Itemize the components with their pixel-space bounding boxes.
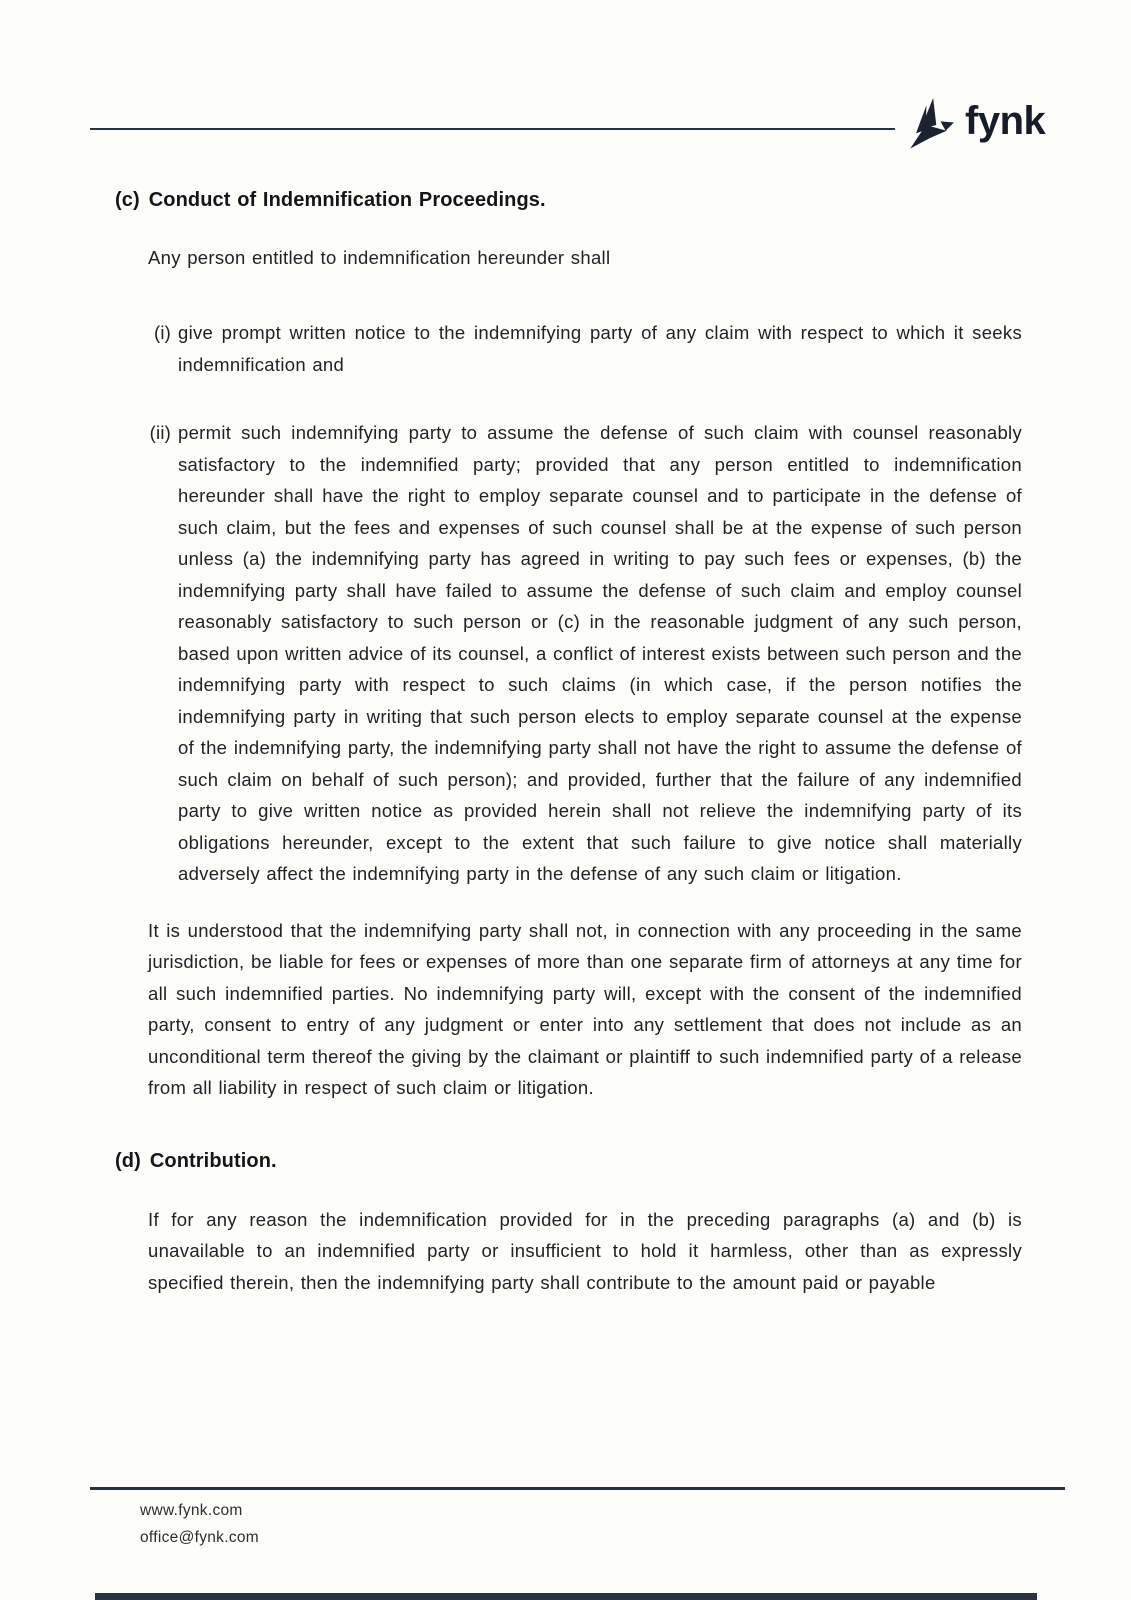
page-bottom-bar bbox=[95, 1593, 1037, 1600]
contract-body bbox=[115, 186, 1022, 1298]
section-d-heading bbox=[115, 1147, 1022, 1175]
footer-email: office@fynk.com bbox=[140, 1529, 260, 1546]
section-c-intro: Any person entitled to indemnification hereunder shall bbox=[148, 247, 611, 268]
clause-ii-text: permit such indemnifying party to assume the defense of such claim with counsel reasonably satisfactory to the indemnified party; provided that any person entitled to indemnification hereunder shall have the right to employ separate counsel and to participate in the defense of such claim, but the fees and expenses of such counsel shall be at the expense of such person unless (a) the indemnifying party has agreed in writing to pay such fees or expenses, (b) the indemnifying party shall have failed to assume the defense of such claim and employ counsel reasonably satisfactory to such person or (c) in the reasonable judgment of any such person, based upon written advice of its counsel, a conflict of interest exists between such person and the indemnifying party with respect to such claims (in which case, if the person notifies the indemnifying party in writing that such person elects to employ separate counsel at the expense of the indemnifying party, the indemnifying party shall not have the right to assume the defense of such claim on behalf of such person); and provided, further that the failure of any indemnified party to give written notice as provided herein shall not relieve the indemnifying party of its obligations hereunder, except to the extent that such failure to give notice shall materially adversely affect the indemnifying party in the defense of any such claim or litigation. bbox=[178, 422, 1022, 884]
footer-website: www.fynk.com bbox=[140, 1502, 243, 1519]
section-c-title: Conduct of Indemnification Proceedings. bbox=[148, 189, 546, 211]
section-d-title: Contribution. bbox=[149, 1149, 277, 1172]
clause-ii bbox=[115, 417, 1022, 890]
clause-i-text: give prompt written notice to the indemnifying party of any claim with respect to which it seeks indemnification and bbox=[178, 322, 1022, 375]
fynk-logo bbox=[903, 96, 1045, 152]
clause-i bbox=[115, 317, 1022, 380]
clause-i-label: (i) bbox=[153, 322, 171, 343]
origami-crane-icon bbox=[903, 96, 955, 152]
section-c-heading bbox=[115, 186, 1022, 214]
section-d-label: (d) bbox=[115, 1149, 141, 1172]
section-c-label: (c) bbox=[115, 189, 140, 211]
fynk-logo-text: fynk bbox=[965, 99, 1046, 143]
header-rule bbox=[90, 128, 895, 130]
footer-rule bbox=[90, 1487, 1065, 1490]
clause-ii-label: (ii) bbox=[149, 422, 171, 443]
section-c-closing-paragraph: It is understood that the indemnifying party shall not, in connection with any proceeding in the same jurisdiction, be liable for fees or expenses of more than one separate firm of attorneys at any time for all such indemnified parties. No indemnifying party will, except with the consent of the indemnified party, consent to entry of any judgment or enter into any settlement that does not include as an unconditional term thereof the giving by the claimant or plaintiff to such indemnified party of a release from all liability in respect of such claim or litigation. bbox=[148, 919, 1022, 1098]
section-d-paragraph: If for any reason the indemnification provided for in the preceding paragraphs (a) and (b) is unavailable to an indemnified party or insufficient to hold it harmless, other than as expressly specified therein, then the indemnifying party shall contribute to the amount paid or payable bbox=[148, 1208, 1022, 1293]
footer-contact bbox=[140, 1497, 259, 1551]
